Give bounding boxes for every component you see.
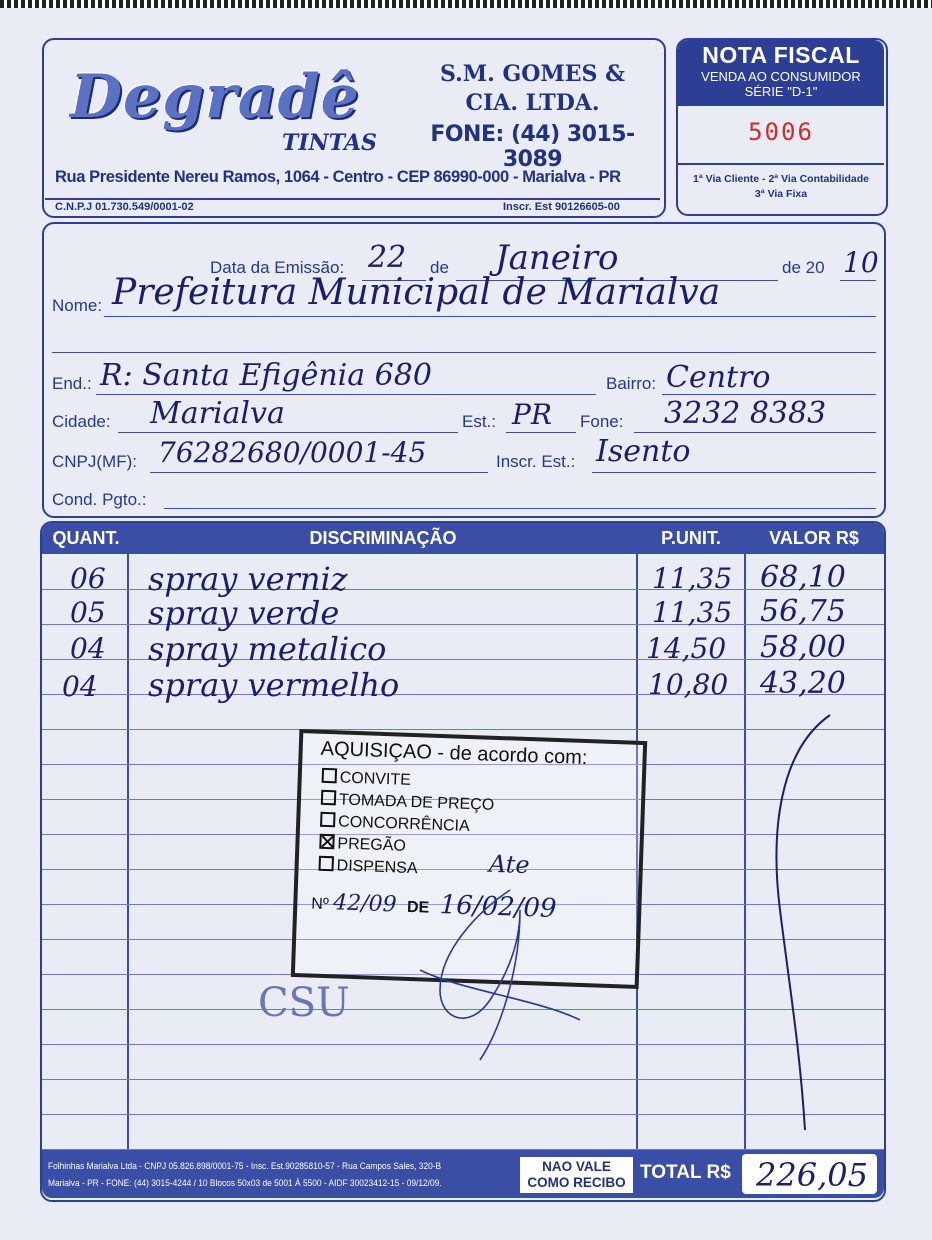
- customer-address: R: Santa Efigênia 680: [100, 358, 432, 393]
- item-1-unit: 11,35: [652, 562, 733, 595]
- nota-vias-line1: 1ª Via Cliente - 2ª Via Contabilidade: [692, 173, 870, 185]
- nota-fiscal-serie: SÉRIE "D-1": [744, 84, 818, 99]
- no-receipt-notice: [520, 1157, 633, 1193]
- col-divider-1: [127, 528, 129, 1150]
- printer-info-line2: Marialva - PR - FONE: (44) 3015-4244 / 10 Blocos 50x03 de 5001 À 5500 - AIDF 30023412-15 - 09/12/09.: [48, 1178, 442, 1188]
- state-label: Est.:: [462, 412, 497, 431]
- date-year: 10: [843, 246, 879, 279]
- item-2-value: 56,75: [760, 594, 846, 629]
- stamp-title: AQUISIÇAO - de acordo com:: [320, 737, 588, 770]
- header-punit: P.UNIT.: [661, 528, 721, 548]
- checkbox-icon: [318, 856, 334, 872]
- nota-fiscal-header: [678, 40, 884, 106]
- company-name: [410, 60, 655, 118]
- payment-line: [164, 508, 876, 509]
- header-valor: VALOR R$: [769, 528, 859, 548]
- date-month: Janeiro: [495, 238, 619, 278]
- handwritten-note: CSU: [258, 980, 350, 1026]
- table-row: [42, 729, 884, 730]
- name-line-2: [52, 352, 876, 353]
- inscr-label: Inscr. Est.:: [496, 452, 576, 471]
- name-line: [104, 316, 876, 317]
- cancel-curve: [760, 710, 880, 1150]
- item-2-qty: 05: [70, 596, 106, 629]
- item-4-qty: 04: [62, 670, 98, 703]
- checked-box-icon: [319, 834, 335, 850]
- total-label: TOTAL R$: [640, 1162, 731, 1183]
- stamp-option-concorrencia: [320, 812, 470, 836]
- phone-line: [634, 432, 876, 433]
- table-row: [42, 1114, 884, 1115]
- company-name-line2: CIA. LTDA.: [465, 90, 600, 116]
- stamp-option-tomada: [321, 790, 495, 815]
- bairro-line: [662, 394, 876, 395]
- state-line: [506, 432, 576, 433]
- item-3-value: 58,00: [760, 630, 846, 665]
- stamp-de-label: DE: [406, 898, 430, 917]
- stamp-option-label: CONVITE: [339, 769, 412, 789]
- nota-vias: [678, 172, 884, 202]
- col-divider-3: [744, 528, 746, 1150]
- nota-fiscal-number: 5006: [748, 118, 814, 146]
- stamp-ate: Ate: [488, 849, 531, 880]
- nota-fiscal-title: NOTA FISCAL: [702, 42, 860, 68]
- bairro-label: Bairro:: [606, 374, 657, 393]
- customer-state: PR: [512, 398, 552, 431]
- item-1-desc: spray verniz: [148, 560, 348, 598]
- printer-info-line1: Folhinhas Marialva Ltda - CNPJ 05.826.898/0001-75 - Insc. Est.90285810-57 - Rua Campos Sales, 320-B: [48, 1161, 442, 1171]
- header-quant: QUANT.: [52, 528, 120, 548]
- perforation-edge: [0, 0, 932, 8]
- nota-divider: [678, 163, 884, 165]
- inscr-line: [592, 472, 876, 473]
- company-logo: Degradê: [70, 62, 360, 132]
- cnpj-label: CNPJ(MF):: [52, 452, 137, 471]
- signature: [380, 850, 620, 1070]
- item-3-desc: spray metalico: [148, 630, 387, 668]
- name-label: Nome:: [52, 296, 103, 315]
- company-name-line1: S.M. GOMES &: [440, 61, 625, 87]
- company-inscr: Inscr. Est 90126605-00: [503, 201, 620, 213]
- printer-info: [48, 1158, 481, 1192]
- city-label: Cidade:: [52, 412, 111, 431]
- customer-name: Prefeitura Municipal de Marialva: [112, 272, 721, 313]
- customer-cnpj: 76282680/0001-45: [158, 436, 427, 469]
- checkbox-icon: [320, 812, 336, 828]
- company-address: Rua Presidente Nereu Ramos, 1064 - Centro - CEP 86990-000 - Marialva - PR: [55, 168, 621, 186]
- stamp-option-convite: [321, 768, 411, 790]
- company-cnpj: C.N.P.J 01.730.549/0001-02: [55, 201, 194, 213]
- item-1-qty: 06: [70, 562, 106, 595]
- address-line: [96, 394, 596, 395]
- item-1-value: 68,10: [760, 560, 846, 595]
- date-year-label: de 20: [782, 258, 825, 277]
- item-4-value: 43,20: [760, 666, 846, 701]
- item-3-qty: 04: [70, 632, 106, 665]
- customer-inscr: Isento: [596, 434, 691, 469]
- logo-subtitle: TINTAS: [282, 130, 377, 156]
- stamp-date: 16/02/09: [439, 890, 558, 925]
- city-line: [118, 432, 458, 433]
- company-phone: FONE: (44) 3015-3089: [430, 122, 635, 172]
- company-registration-bar: [45, 198, 660, 216]
- total-value: 226,05: [756, 1156, 868, 1194]
- nota-vias-line2: 3ª Via Fixa: [754, 188, 808, 200]
- nota-fiscal-subtitle: VENDA AO CONSUMIDOR: [701, 69, 861, 84]
- customer-phone: 3232 8383: [664, 396, 827, 431]
- stamp-number: 42/09: [332, 890, 398, 918]
- header-discriminacao: DISCRIMINAÇÃO: [309, 528, 457, 548]
- stamp-option-label: TOMADA DE PREÇO: [338, 791, 495, 814]
- address-label: End.:: [52, 374, 92, 393]
- phone-label: Fone:: [580, 412, 624, 431]
- item-2-desc: spray verde: [148, 594, 340, 632]
- item-4-desc: spray vermelho: [148, 666, 400, 704]
- table-row: [42, 1079, 884, 1080]
- customer-city: Marialva: [150, 396, 285, 431]
- year-line: [840, 280, 876, 281]
- date-label: Data da Emissão:: [210, 258, 345, 277]
- no-receipt-line2: COMO RECIBO: [527, 1175, 626, 1190]
- checkbox-icon: [321, 790, 337, 806]
- stamp-option-label: PREGÃO: [337, 835, 407, 855]
- cnpj-line: [150, 472, 488, 473]
- stamp-option-label: DISPENSA: [336, 857, 418, 878]
- payment-label: Cond. Pgto.:: [52, 490, 147, 509]
- date-day: 22: [368, 240, 407, 275]
- checkbox-icon: [322, 768, 338, 784]
- stamp-number-label: Nº: [311, 895, 330, 914]
- customer-bairro: Centro: [666, 360, 771, 395]
- no-receipt-line1: NAO VALE: [542, 1159, 611, 1174]
- item-2-unit: 11,35: [652, 596, 733, 629]
- stamp-option-label: CONCORRÊNCIA: [337, 813, 470, 835]
- date-de-label: de: [430, 258, 449, 277]
- item-3-unit: 14,50: [646, 632, 727, 665]
- item-4-unit: 10,80: [648, 668, 729, 701]
